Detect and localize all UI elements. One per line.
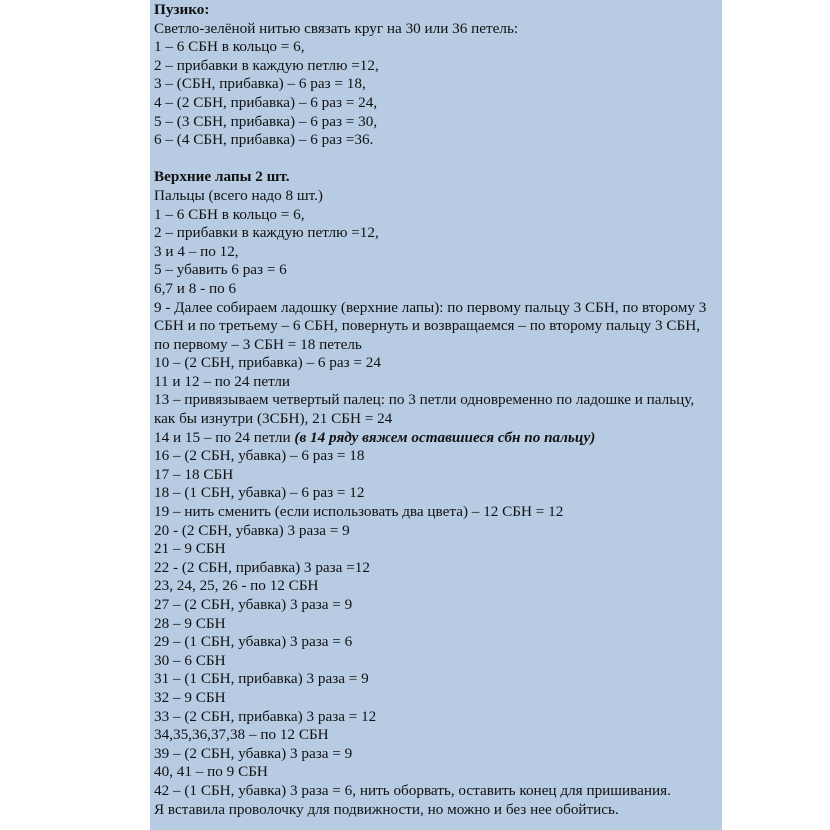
paw-row-9: 9 - Далее собираем ладошку (верхние лапы): по первому пальцу 3 СБН, по второму 3 СБН и по третьему – 6 СБН, повернуть и возвращаемся – по второму пальцу 3 СБН, по первому – 3 СБН = 18 петель: [154, 298, 707, 353]
belly-row: 5 – (3 СБН, прибавка) – 6 раз = 30,: [154, 112, 378, 130]
paw-row: 33 – (2 СБН, прибавка) 3 раза = 12: [154, 707, 377, 725]
paw-row: 31 – (1 СБН, прибавка) 3 раза = 9: [154, 670, 369, 688]
section-title-belly: Пузико:: [154, 1, 210, 18]
paw-row: 42 – (1 СБН, убавка) 3 раза = 6, нить оборвать, оставить конец для пришивания.: [154, 781, 671, 799]
section-title-paws: Верхние лапы 2 шт.: [154, 168, 290, 186]
paw-row: 16 – (2 СБН, убавка) – 6 раз = 18: [154, 447, 365, 465]
belly-row: 1 – 6 СБН в кольцо = 6,: [154, 38, 305, 56]
spacer: [154, 150, 722, 169]
paw-row: 3 и 4 – по 12,: [154, 242, 239, 260]
paw-row: 29 – (1 СБН, убавка) 3 раза = 6: [154, 633, 353, 651]
fingers-intro: Пальцы (всего надо 8 шт.): [154, 186, 323, 204]
paw-row-14-note: (в 14 ряду вяжем оставшиеся сбн по пальцу): [294, 428, 596, 446]
belly-row: 3 – (СБН, прибавка) – 6 раз = 18,: [154, 75, 366, 93]
belly-row: 6 – (4 СБН, прибавка) – 6 раз =36.: [154, 131, 374, 149]
paw-row-14: [154, 429, 722, 448]
belly-row: 2 – прибавки в каждую петлю =12,: [154, 56, 379, 74]
paw-row: 5 – убавить 6 раз = 6: [154, 261, 287, 279]
paw-row: 20 - (2 СБН, убавка) 3 раза = 9: [154, 521, 350, 539]
paw-row: 17 – 18 СБН: [154, 465, 234, 483]
paw-row: 30 – 6 СБН: [154, 651, 226, 669]
paw-row: 11 и 12 – по 24 петли: [154, 372, 291, 390]
paw-row: 28 – 9 СБН: [154, 614, 226, 632]
paw-row: 22 - (2 СБН, прибавка) 3 раза =12: [154, 558, 370, 576]
paw-row: 6,7 и 8 - по 6: [154, 279, 237, 297]
paw-row-13: 13 – привязываем четвертый палец: по 3 петли одновременно по ладошке и пальцу, как бы изнутри (3СБН), 21 СБН = 24: [154, 391, 695, 428]
belly-intro: Светло-зелёной нитью связать круг на 30 или 36 петель:: [154, 19, 519, 37]
belly-row: 4 – (2 СБН, прибавка) – 6 раз = 24,: [154, 93, 378, 111]
closing-note: Я вставила проволочку для подвижности, но можно и без нее обойтись.: [154, 800, 619, 818]
paw-row: 18 – (1 СБН, убавка) – 6 раз = 12: [154, 484, 365, 502]
paw-row: 21 – 9 СБН: [154, 540, 226, 558]
paw-row: 1 – 6 СБН в кольцо = 6,: [154, 205, 305, 223]
paw-row: 34,35,36,37,38 – по 12 СБН: [154, 726, 329, 744]
paw-row: 2 – прибавки в каждую петлю =12,: [154, 224, 379, 242]
paw-row: 40, 41 – по 9 СБН: [154, 763, 268, 781]
paw-row-14-main: 14 и 15 – по 24 петли: [154, 428, 295, 446]
paw-row: 32 – 9 СБН: [154, 688, 226, 706]
paw-row: 39 – (2 СБН, убавка) 3 раза = 9: [154, 744, 353, 762]
paw-row: 19 – нить сменить (если использовать два цвета) – 12 СБН = 12: [154, 503, 564, 521]
paw-row: 10 – (2 СБН, прибавка) – 6 раз = 24: [154, 354, 381, 372]
paw-row: 23, 24, 25, 26 - по 12 СБН: [154, 577, 319, 595]
document-page: [150, 0, 722, 830]
paw-row: 27 – (2 СБН, убавка) 3 раза = 9: [154, 596, 353, 613]
